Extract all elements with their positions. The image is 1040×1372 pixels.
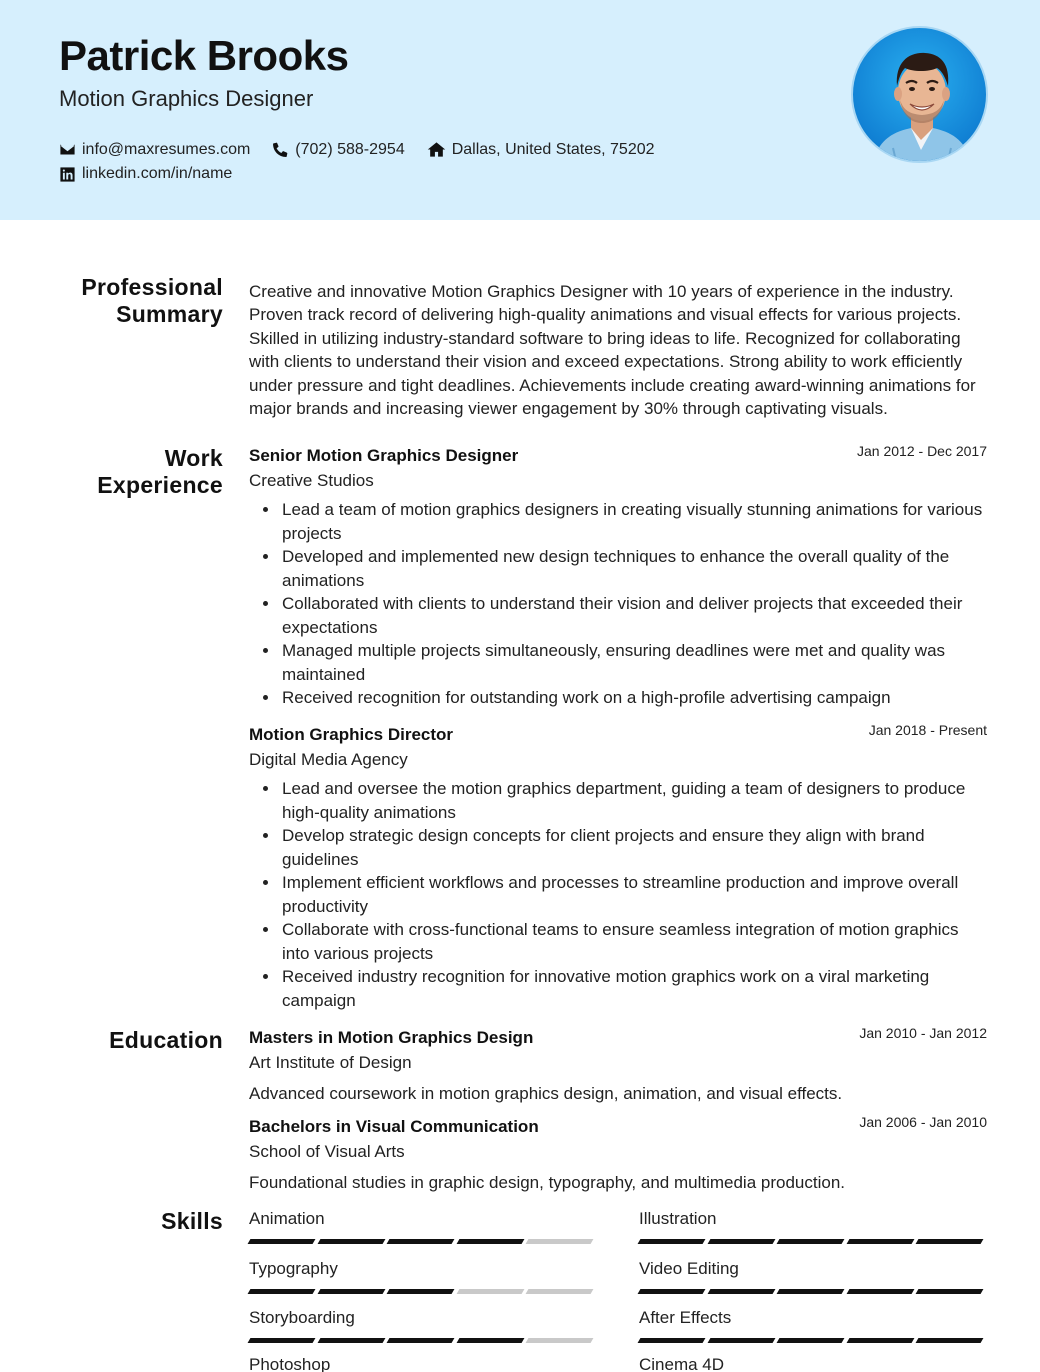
summary-title-line2: Summary	[116, 301, 223, 327]
skill-item	[639, 1354, 987, 1372]
skill-level-bar	[639, 1289, 987, 1294]
skill-level-segment	[248, 1338, 315, 1343]
skill-level-segment	[707, 1338, 774, 1343]
skill-item	[249, 1354, 597, 1372]
skill-level-segment	[526, 1289, 593, 1294]
summary-title-line1: Professional	[81, 274, 223, 300]
skill-item	[249, 1208, 597, 1244]
contact-row	[59, 140, 677, 159]
summary-text: Creative and innovative Motion Graphics Designer with 10 years of experience in the industry. Proven track record of delivering high-quality animations and visual effects for various projects. Skilled in utilizing industry-standard software to bring ideas to life. Recognized for collaborating with clients to understand their vision and exceed expectations. Strong ability to work efficiently under pressure and tight deadlines. Achievements include creating award-winning animations for major brands and increasing viewer engagement by 30% through captivating visuals.	[249, 282, 976, 419]
phone-icon	[272, 141, 289, 158]
skill-name: Cinema 4D	[639, 1355, 725, 1372]
section-title-summary	[40, 274, 223, 328]
location-text: Dallas, United States, 75202	[451, 140, 655, 158]
skill-level-segment	[248, 1289, 315, 1294]
experience-title-line2: Experience	[97, 472, 223, 498]
education-entry	[249, 1114, 987, 1194]
resume-header	[0, 0, 1040, 220]
skill-level-bar	[249, 1338, 597, 1343]
skill-level-segment	[777, 1289, 844, 1294]
skill-level-segment	[387, 1239, 454, 1244]
home-icon	[427, 140, 446, 159]
skill-item	[249, 1258, 597, 1294]
skill-level-bar	[249, 1239, 597, 1244]
skill-level-segment	[846, 1239, 913, 1244]
degree-title: Masters in Motion Graphics Design	[249, 1028, 534, 1047]
job-company: Digital Media Agency	[249, 750, 408, 769]
job-bullets	[249, 498, 987, 710]
contact-location	[427, 140, 655, 159]
list-item: Implement efficient workflows and processes to streamline production and improve overall productivity	[249, 871, 987, 918]
email-text: info@maxresumes.com	[82, 140, 251, 158]
job-entry	[249, 722, 987, 1012]
skill-level-bar	[639, 1338, 987, 1343]
job-entry	[249, 443, 987, 710]
linkedin-icon	[59, 166, 76, 183]
skill-item	[639, 1258, 987, 1294]
job-title: Senior Motion Graphics Designer	[249, 446, 519, 465]
skill-level-bar	[639, 1239, 987, 1244]
skill-level-segment	[638, 1338, 705, 1343]
skill-level-segment	[638, 1289, 705, 1294]
skill-level-segment	[777, 1239, 844, 1244]
skill-level-segment	[638, 1239, 705, 1244]
skill-name: Storyboarding	[249, 1308, 355, 1327]
skill-level-segment	[916, 1338, 983, 1343]
contact-row-2	[59, 165, 254, 183]
skill-level-bar	[249, 1289, 597, 1294]
degree-title: Bachelors in Visual Communication	[249, 1117, 539, 1136]
skill-level-segment	[916, 1239, 983, 1244]
skill-level-segment	[248, 1239, 315, 1244]
skill-level-segment	[526, 1338, 593, 1343]
list-item: Develop strategic design concepts for client projects and ensure they align with brand guidelines	[249, 824, 987, 871]
school-name: Art Institute of Design	[249, 1053, 412, 1072]
skill-level-segment	[707, 1239, 774, 1244]
list-item: Developed and implemented new design techniques to enhance the overall quality of the animations	[249, 545, 987, 592]
phone-text: (702) 588-2954	[295, 140, 405, 158]
list-item: Received recognition for outstanding work on a high-profile advertising campaign	[249, 686, 987, 710]
job-title: Motion Graphics Director	[249, 725, 454, 744]
linkedin-text: linkedin.com/in/name	[82, 165, 233, 182]
skill-name: Video Editing	[639, 1259, 739, 1278]
experience-title-line1: Work	[164, 445, 223, 471]
contact-linkedin[interactable]	[59, 165, 232, 183]
section-title-experience	[40, 445, 223, 499]
contact-email[interactable]	[59, 141, 250, 159]
profile-photo	[851, 26, 988, 163]
section-title-skills: Skills	[161, 1208, 223, 1234]
candidate-role: Motion Graphics Designer	[59, 86, 314, 111]
skill-level-segment	[846, 1289, 913, 1294]
list-item: Managed multiple projects simultaneously, ensuring deadlines were met and quality was maintained	[249, 639, 987, 686]
list-item: Collaborate with cross-functional teams to ensure seamless integration of motion graphics into various projects	[249, 918, 987, 965]
skill-level-segment	[456, 1239, 523, 1244]
list-item: Lead and oversee the motion graphics department, guiding a team of designers to produce high-quality animations	[249, 777, 987, 824]
skill-level-segment	[777, 1338, 844, 1343]
job-date: Jan 2012 - Dec 2017	[857, 443, 987, 459]
skill-name: Illustration	[639, 1209, 717, 1228]
job-date: Jan 2018 - Present	[868, 722, 987, 738]
skill-level-segment	[387, 1289, 454, 1294]
job-bullets	[249, 777, 987, 1012]
skill-level-segment	[916, 1289, 983, 1294]
skill-name: Animation	[249, 1209, 325, 1228]
education-description: Foundational studies in graphic design, typography, and multimedia production.	[249, 1173, 845, 1192]
contact-phone[interactable]	[272, 141, 404, 159]
education-date: Jan 2010 - Jan 2012	[859, 1025, 987, 1041]
education-date: Jan 2006 - Jan 2010	[859, 1114, 987, 1130]
skill-name: Typography	[249, 1259, 338, 1278]
list-item: Lead a team of motion graphics designers in creating visually stunning animations for various projects	[249, 498, 987, 545]
skill-level-segment	[387, 1338, 454, 1343]
skill-name: Photoshop	[249, 1355, 331, 1372]
skill-level-segment	[526, 1239, 593, 1244]
list-item: Received industry recognition for innovative motion graphics work on a viral marketing campaign	[249, 965, 987, 1012]
skill-level-segment	[317, 1289, 384, 1294]
skill-level-segment	[317, 1239, 384, 1244]
skill-item	[639, 1208, 987, 1244]
education-entry	[249, 1025, 987, 1105]
skill-level-segment	[456, 1338, 523, 1343]
skill-level-segment	[456, 1289, 523, 1294]
section-title-education: Education	[109, 1027, 223, 1053]
job-company: Creative Studios	[249, 471, 374, 490]
school-name: School of Visual Arts	[249, 1142, 405, 1161]
skill-item	[249, 1307, 597, 1343]
skill-level-segment	[707, 1289, 774, 1294]
education-description: Advanced coursework in motion graphics design, animation, and visual effects.	[249, 1084, 843, 1103]
list-item: Collaborated with clients to understand their vision and deliver projects that exceeded their expectations	[249, 592, 987, 639]
skill-name: After Effects	[639, 1308, 732, 1327]
skill-item	[639, 1307, 987, 1343]
skill-level-segment	[846, 1338, 913, 1343]
avatar-illustration	[853, 28, 988, 163]
candidate-name: Patrick Brooks	[59, 32, 349, 79]
skill-level-segment	[317, 1338, 384, 1343]
envelope-icon	[59, 141, 76, 158]
